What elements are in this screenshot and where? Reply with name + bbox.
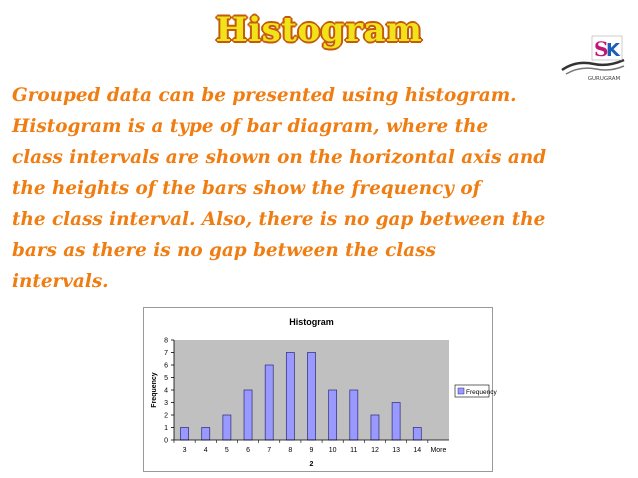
x-axis-label: 2 — [309, 461, 314, 468]
paragraph-line: Histogram is a type of bar diagram, where the — [12, 116, 489, 137]
bar — [265, 365, 273, 440]
logo-caption: GURUGRAM — [587, 76, 621, 82]
y-tick-label: 0 — [164, 437, 168, 445]
bar — [223, 415, 231, 440]
y-tick-label: 4 — [164, 387, 168, 395]
x-tick-label: 7 — [267, 447, 272, 454]
bar — [371, 415, 379, 440]
paragraph-line: the class interval. Also, there is no gap between the — [12, 209, 546, 230]
legend-label: Frequency — [466, 389, 497, 396]
y-tick-label: 3 — [164, 400, 168, 407]
y-tick-label: 2 — [164, 412, 168, 420]
histogram-svg — [144, 308, 497, 471]
paragraph-line: intervals. — [12, 271, 109, 292]
bar — [202, 428, 210, 441]
x-tick-label: More — [430, 447, 447, 454]
bar — [181, 428, 189, 441]
x-tick-label: 14 — [413, 447, 422, 454]
x-tick-label: 8 — [288, 447, 293, 454]
histogram-chart — [143, 307, 497, 472]
bar — [286, 353, 294, 441]
paragraph-line: Grouped data can be presented using histogram. — [12, 85, 517, 106]
logo-letter-k: K — [606, 40, 620, 61]
bar — [307, 353, 315, 441]
bar — [392, 403, 400, 441]
paragraph-line: bars as there is no gap between the class — [12, 240, 436, 261]
bar — [329, 390, 337, 440]
x-tick-label: 9 — [309, 447, 314, 454]
paragraph-line: class intervals are shown on the horizontal axis and — [12, 147, 547, 168]
paragraph-line: the heights of the bars show the frequency of — [12, 178, 481, 199]
y-tick-label: 1 — [164, 425, 168, 432]
chart-title: Histogram — [289, 317, 334, 327]
y-tick-label: 6 — [164, 362, 168, 370]
y-tick-label: 7 — [164, 350, 168, 357]
x-tick-label: 11 — [350, 447, 358, 454]
logo — [558, 30, 630, 86]
x-tick-label: 3 — [182, 447, 187, 454]
y-tick-label: 5 — [164, 375, 168, 382]
y-axis-label: Frequency — [151, 372, 158, 408]
bar — [413, 428, 421, 441]
page-title: Histogram — [215, 10, 423, 50]
x-tick-label: 4 — [203, 447, 208, 454]
bar — [350, 390, 358, 440]
x-tick-label: 6 — [246, 447, 250, 454]
x-tick-label: 5 — [224, 447, 229, 454]
y-tick-label: 8 — [164, 337, 168, 345]
x-tick-label: 10 — [328, 447, 337, 454]
x-tick-label: 12 — [371, 447, 379, 454]
x-tick-label: 13 — [392, 447, 401, 454]
legend-swatch — [458, 388, 464, 394]
description-paragraph — [12, 80, 630, 297]
bar — [244, 390, 252, 440]
logo-letter-s: S — [594, 37, 609, 61]
